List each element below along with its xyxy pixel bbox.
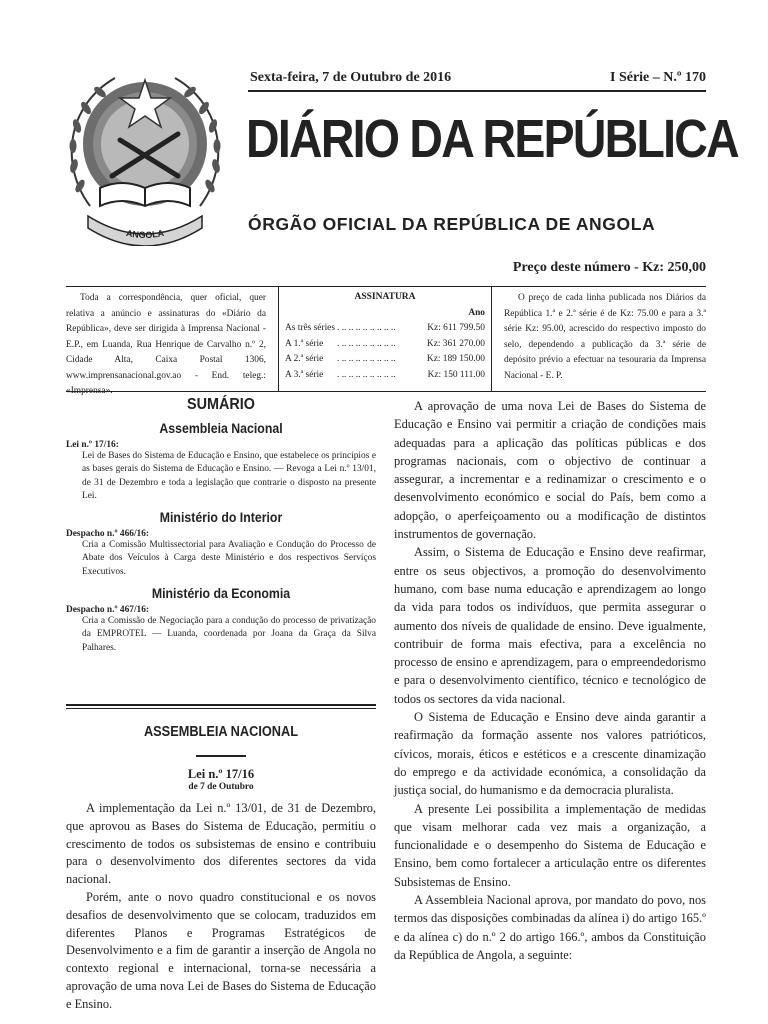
- summary-section-title: Ministério da Economia: [151, 585, 291, 602]
- subscription-leader-dots: . .. .. .. .. .. .. .. ..: [337, 354, 396, 364]
- law-date: de 7 de Outubro: [188, 782, 254, 792]
- subscription-row: [285, 368, 485, 384]
- masthead-subtitle: ÓRGÃO OFICIAL DA REPÚBLICA DE ANGOLA: [248, 214, 656, 234]
- article-paragraph: A aprovação de uma nova Lei de Bases do Sistema de Educação e Ensino vai permitir a criação de condições mais adequadas para a aplicação das políticas públicas e dos programas nacionais, com o objectivo de continuar a assegurar, a incrementar e a redinamizar o crescimento e o desenvolvimento económico e social do País, bem como a adopção, o aperfeiçoamento ou a modificação de distintos instrumentos de governação.: [394, 399, 706, 542]
- summary-entry-head: Despacho n.º 466/16:: [66, 529, 150, 540]
- subscription-row: [285, 337, 485, 353]
- summary-section: [66, 396, 376, 655]
- section-divider: [66, 704, 376, 706]
- article-paragraph: Assim, o Sistema de Educação e Ensino deve reafirmar, entre os seus objectivos, a promoção do desenvolvimento humano, com base numa educação e aprendizagem ao longo da vida para todos os indivíduos, que permita assegurar o aumento dos níveis de qualidade de ensino. Deve igualmente, contribuir de forma mais efectiva, para a excelência no processo de ensino e aprendizagem, para o empreendedorismo e para o desenvolvimento científico, técnico e tecnológico de todos os sectores da vida nacional.: [394, 545, 706, 706]
- issue-price: Preço deste número - Kz: 250,00: [512, 260, 706, 275]
- summary-entry-body: Lei de Bases do Sistema de Educação e Ensino, que estabelece os princípios e as bases gerais do Sistema de Educação e Ensino. — Revoga a Lei n.º 13/01, de 31 de Dezembro e toda a legislação que contrarie o disposto na presente Lei.: [82, 451, 376, 501]
- svg-text:ANGOLA: ANGOLA: [125, 227, 165, 241]
- masthead-title: DIÁRIO DA REPÚBLICA: [246, 109, 738, 169]
- angola-coat-of-arms-emblem: [60, 56, 230, 246]
- subscription-table: [278, 287, 492, 391]
- subscription-column-header: Ano: [468, 307, 485, 318]
- subscription-leader-dots: . .. .. .. .. .. .. .. ..: [337, 338, 396, 349]
- article-paragraph: O Sistema de Educação e Ensino deve ainda garantir a reafirmação da formação assente nos valores patrióticos, cívicos, morais, éticos e estéticos e a crescente dinamização do emprego e da actividade económica, a consolidação da justiça social, do humanismo e da democracia pluralista.: [394, 710, 706, 798]
- subscription-leader-dots: . .. .. .. .. .. .. .. ..: [337, 323, 396, 333]
- article-paragraph: A presente Lei possibilita a implementação de medidas que visam melhorar cada vez mais a organização, a funcionalidade e o desempenho do Sistema de Educação e Ensino, bem como fortalecer a articulação entre os diferentes Subsistemas de Ensino.: [394, 801, 706, 889]
- article-paragraph: A Assembleia Nacional aprova, por mandato do povo, nos termos das disposições combinadas da alínea i) do artigo 165.º e da alínea c) do n.º 2 do artigo 166.º, ambos da Constituição da República de Angola, a seguinte:: [394, 893, 706, 962]
- issue-series-number: I Série – N.º 170: [610, 70, 706, 85]
- summary-entry-head: Despacho n.º 467/16:: [66, 605, 150, 616]
- subscription-leader-dots: . .. .. .. .. .. .. .. ..: [337, 369, 396, 380]
- summary-entry-body: Cria a Comissão Multissectorial para Avaliação e Condução do Processo de Abate dos Veículos à Carga deste Ministério e dos respectivos Serviços Executivos.: [82, 540, 376, 577]
- issue-date: Sexta-feira, 7 de Outubro de 2016: [250, 70, 452, 85]
- line-price-note: O preço de cada linha publicada nos Diários da República 1.ª e 2.ª série é de Kz: 75.00 e para a 3.ª série Kz: 95.00, acrescido do respectivo imposto do selo, dependendo a publicação da 3.ª série de depósito prévio a efectuar na tesouraria da Imprensa Nacional - E. P.: [504, 293, 706, 381]
- info-box: [66, 286, 706, 396]
- summary-title: SUMÁRIO: [186, 396, 256, 413]
- subscription-value: Kz: 189 150.00: [426, 354, 485, 364]
- section-heading: ASSEMBLEIA NACIONAL: [143, 724, 299, 740]
- subscription-title: ASSINATURA: [354, 292, 416, 302]
- header-rule: [248, 90, 706, 92]
- section-divider: [66, 708, 376, 709]
- subscription-row: [285, 321, 485, 337]
- subscription-value: Kz: 611 799.50: [427, 323, 485, 333]
- subscription-label: A 3.ª série: [285, 369, 324, 380]
- law-title: Lei n.º 17/16: [187, 767, 255, 781]
- article-paragraph: A implementação da Lei n.º 13/01, de 31 de Dezembro, que aprovou as Bases do Sistema de Educação, permitiu o crescimento de todos os subsistemas de ensino e contribuiu para o desenvolvimento dos diferentes sectores da vida nacional.: [66, 801, 376, 887]
- summary-section-title: Ministério do Interior: [159, 509, 283, 526]
- correspondence-note: Toda a correspondência, quer oficial, quer relativa a anúncio e assinaturas do «Diário da República», deve ser dirigida à Imprensa Nacional - E.P., em Luanda, Rua Henrique de Carvalho n.º 2, Cidade Alta, Caixa Postal 1306, www.imprensanacional.gov.ao - End. teleg.: «Imprensa».: [66, 293, 266, 396]
- subscription-value: Kz: 361 270.00: [426, 338, 485, 349]
- article-left-column: [66, 800, 376, 1014]
- article-right-column: [394, 397, 706, 964]
- subscription-label: A 2.ª série: [285, 354, 324, 364]
- summary-section-title: Assembleia Nacional: [159, 420, 283, 436]
- subscription-label: A 1.ª série: [285, 338, 324, 349]
- summary-entry-body: Cria a Comissão de Negociação para a condução do processo de privatização da EMPROTEL — Luanda, coordenada por Joana da Graça da Silva Palhares.: [82, 616, 376, 653]
- article-paragraph: Porém, ante o novo quadro constitucional e os novos desafios de desenvolvimento que se colocam, traduzidos em diferentes Planos e Programas Estratégicos de Desenvolvimento e a fim de garantir a inserção de Angola no contexto regional e internacional, torna-se necessária a aprovação de uma nova Lei de Bases do Sistema de Educação e Ensino.: [66, 889, 376, 1011]
- heading-rule: [196, 755, 246, 757]
- summary-entry-head: Lei n.º 17/16:: [66, 440, 119, 450]
- subscription-value: Kz: 150 111.00: [427, 369, 485, 380]
- subscription-label: As três séries: [285, 323, 335, 333]
- subscription-row: [285, 352, 485, 368]
